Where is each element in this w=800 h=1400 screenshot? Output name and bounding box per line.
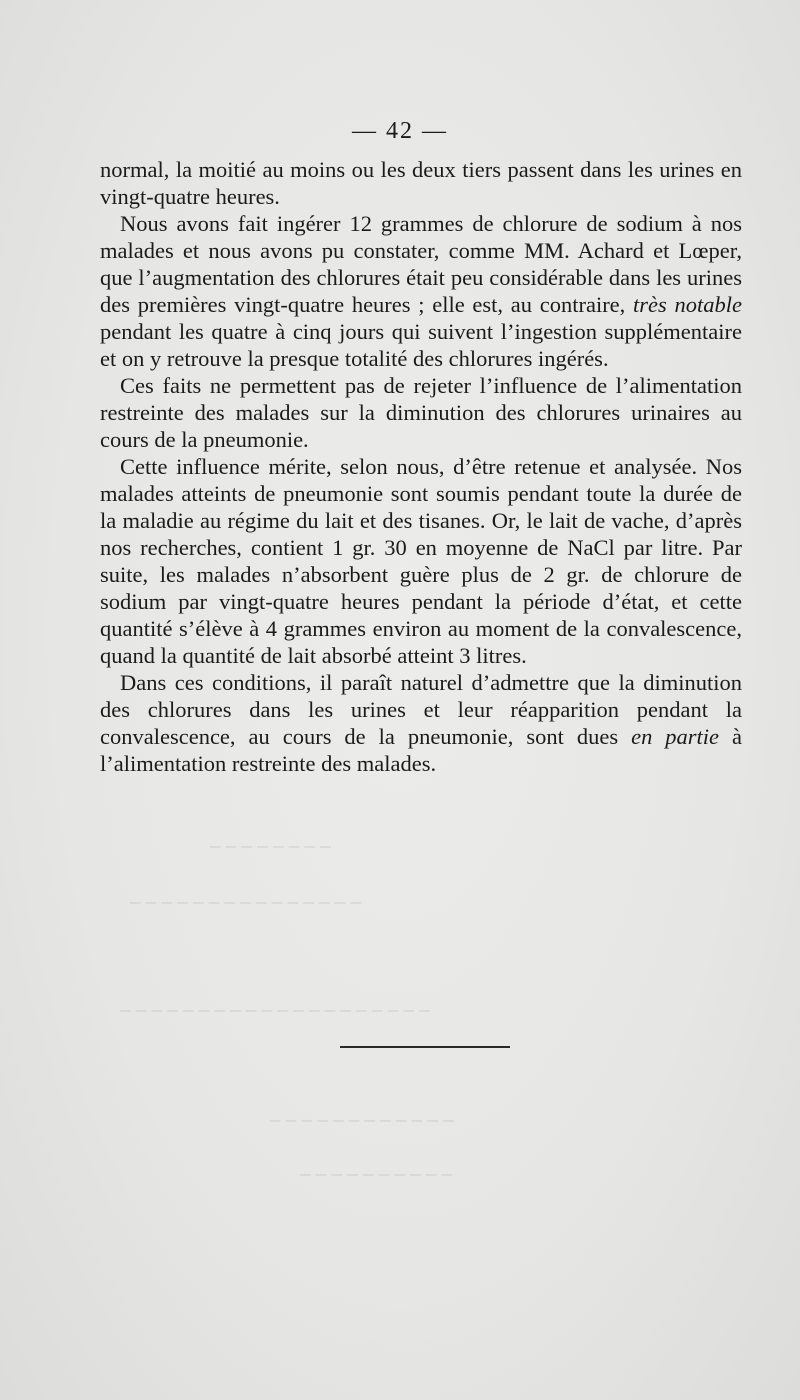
paragraph [100, 372, 742, 453]
paragraph [100, 669, 742, 777]
emphasis-text: en partie [631, 724, 720, 749]
paragraph-text: Ces faits ne permettent pas de rejeter l’influence de l’alimentation restreinte des malades sur la diminution des chlorures urinaires au cours de la pneumonie. [100, 373, 742, 452]
body-text [100, 156, 742, 777]
show-through-line: _ _ _ _ _ _ _ _ _ _ _ _ _ _ _ _ _ _ _ _ [120, 990, 430, 1014]
show-through-line: _ _ _ _ _ _ _ _ _ _ _ _ [270, 1100, 454, 1124]
section-divider [340, 1046, 510, 1048]
paragraph-text: à l’alimentation restreinte des malades. [100, 724, 742, 776]
show-through-line: _ _ _ _ _ _ _ _ [210, 826, 331, 850]
paragraph [100, 210, 742, 372]
paragraph-text: pendant les quatre à cinq jours qui suivent l’ingestion supplémentaire et on y retrouve la presque totalité des chlorures ingérés. [100, 319, 742, 371]
paragraph [100, 156, 742, 210]
show-through-line: _ _ _ _ _ _ _ _ _ _ _ _ _ _ _ [130, 882, 361, 906]
paragraph-text: Dans ces conditions, il paraît naturel d’admettre que la diminution des chlorures dans les urines et leur réapparition pendant la convalescence, au cours de la pneumonie, sont dues [100, 670, 742, 749]
show-through-line: _ _ _ _ _ _ _ _ _ _ [300, 1154, 453, 1178]
emphasis-text: très notable [633, 292, 742, 317]
page-number: — 42 — [352, 118, 448, 144]
paragraph-text: Nous avons fait ingérer 12 grammes de chlorure de sodium à nos malades et nous avons pu constater, comme MM. Achard et Lœper, que l’augmentation des chlorures était peu considérable dans les urines des premières vingt-quatre heures ; elle est, au contraire, [100, 211, 742, 317]
paragraph-text: Cette influence mérite, selon nous, d’être retenue et analysée. Nos malades atteints de pneumonie sont soumis pendant toute la durée de la maladie au régime du lait et des tisanes. Or, le lait de vache, d’après nos recherches, contient 1 gr. 30 en moyenne de NaCl par litre. Par suite, les malades n’absorbent guère plus de 2 gr. de chlorure de sodium par vingt-quatre heures pendant la période d’état, et cette quantité s’élève à 4 grammes environ au moment de la convalescence, quand la quantité de lait absorbé atteint 3 litres. [100, 454, 742, 668]
paragraph-text: normal, la moitié au moins ou les deux tiers passent dans les urines en vingt-quatre heures. [100, 157, 742, 209]
paragraph [100, 453, 742, 669]
